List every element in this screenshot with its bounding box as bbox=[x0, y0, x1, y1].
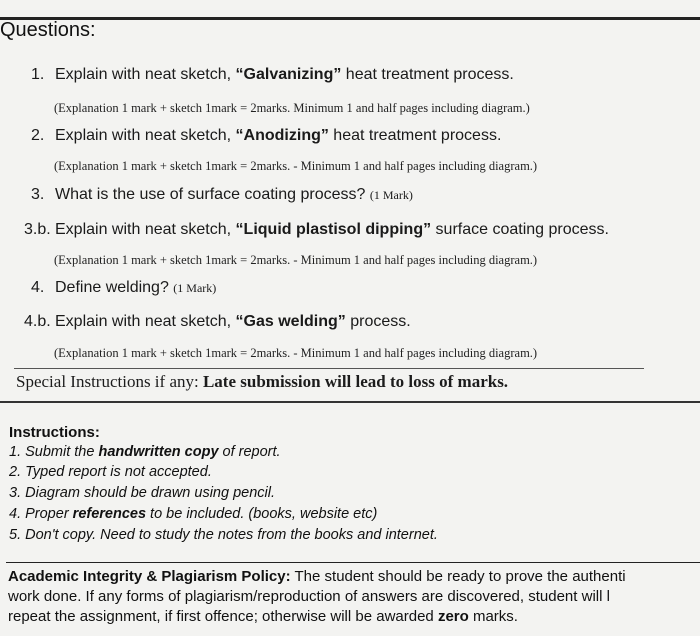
question-text: Define welding? (1 Mark) bbox=[55, 279, 217, 296]
question-number: 4.b. bbox=[24, 313, 51, 330]
question-1-note: (Explanation 1 mark + sketch 1mark = 2marks. Minimum 1 and half pages including diagram.) bbox=[54, 101, 530, 115]
divider bbox=[14, 368, 644, 369]
instruction-item: 5. Don't copy. Need to study the notes from the books and internet. bbox=[9, 527, 438, 543]
question-text: Explain with neat sketch, “Liquid plastisol dipping” surface coating process. bbox=[55, 221, 609, 238]
instruction-item: 3. Diagram should be drawn using pencil. bbox=[9, 485, 275, 501]
page-heading: Questions: bbox=[0, 19, 96, 41]
instructions-heading: Instructions: bbox=[9, 424, 100, 441]
question-text: Explain with neat sketch, “Anodizing” heat treatment process. bbox=[55, 127, 502, 144]
question-number: 3. bbox=[31, 186, 45, 203]
question-number: 1. bbox=[31, 66, 45, 83]
question-text: Explain with neat sketch, “Gas welding” process. bbox=[55, 313, 411, 330]
divider bbox=[0, 401, 700, 403]
question-number: 4. bbox=[31, 279, 45, 296]
question-4b-note: (Explanation 1 mark + sketch 1mark = 2marks. - Minimum 1 and half pages including diagram.) bbox=[54, 346, 538, 360]
instruction-item: 4. Proper references to be included. (books, website etc) bbox=[9, 506, 378, 522]
question-3b-note: (Explanation 1 mark + sketch 1mark = 2marks. - Minimum 1 and half pages including diagram.) bbox=[54, 253, 538, 267]
question-text: Explain with neat sketch, “Galvanizing” heat treatment process. bbox=[55, 66, 514, 83]
question-2-note: (Explanation 1 mark + sketch 1mark = 2marks. - Minimum 1 and half pages including diagram.) bbox=[54, 159, 538, 173]
question-number: 3.b. bbox=[24, 221, 51, 238]
question-number: 2. bbox=[31, 127, 45, 144]
policy-line-2: work done. If any forms of plagiarism/reproduction of answers are discovered, student will l bbox=[8, 588, 610, 605]
divider bbox=[6, 562, 700, 563]
question-text: What is the use of surface coating process? (1 Mark) bbox=[55, 186, 413, 203]
instruction-item: 1. Submit the handwritten copy of report. bbox=[9, 444, 281, 460]
policy-line-3: repeat the assignment, if first offence; otherwise will be awarded zero marks. bbox=[8, 608, 518, 625]
policy-line-1: Academic Integrity & Plagiarism Policy: The student should be ready to prove the authenti bbox=[8, 568, 626, 585]
policy-title: Academic Integrity & Plagiarism Policy: bbox=[8, 568, 291, 585]
instruction-item: 2. Typed report is not accepted. bbox=[9, 464, 212, 480]
top-rule bbox=[0, 17, 700, 20]
special-instructions: Special Instructions if any: Late submission will lead to loss of marks. bbox=[16, 372, 509, 391]
